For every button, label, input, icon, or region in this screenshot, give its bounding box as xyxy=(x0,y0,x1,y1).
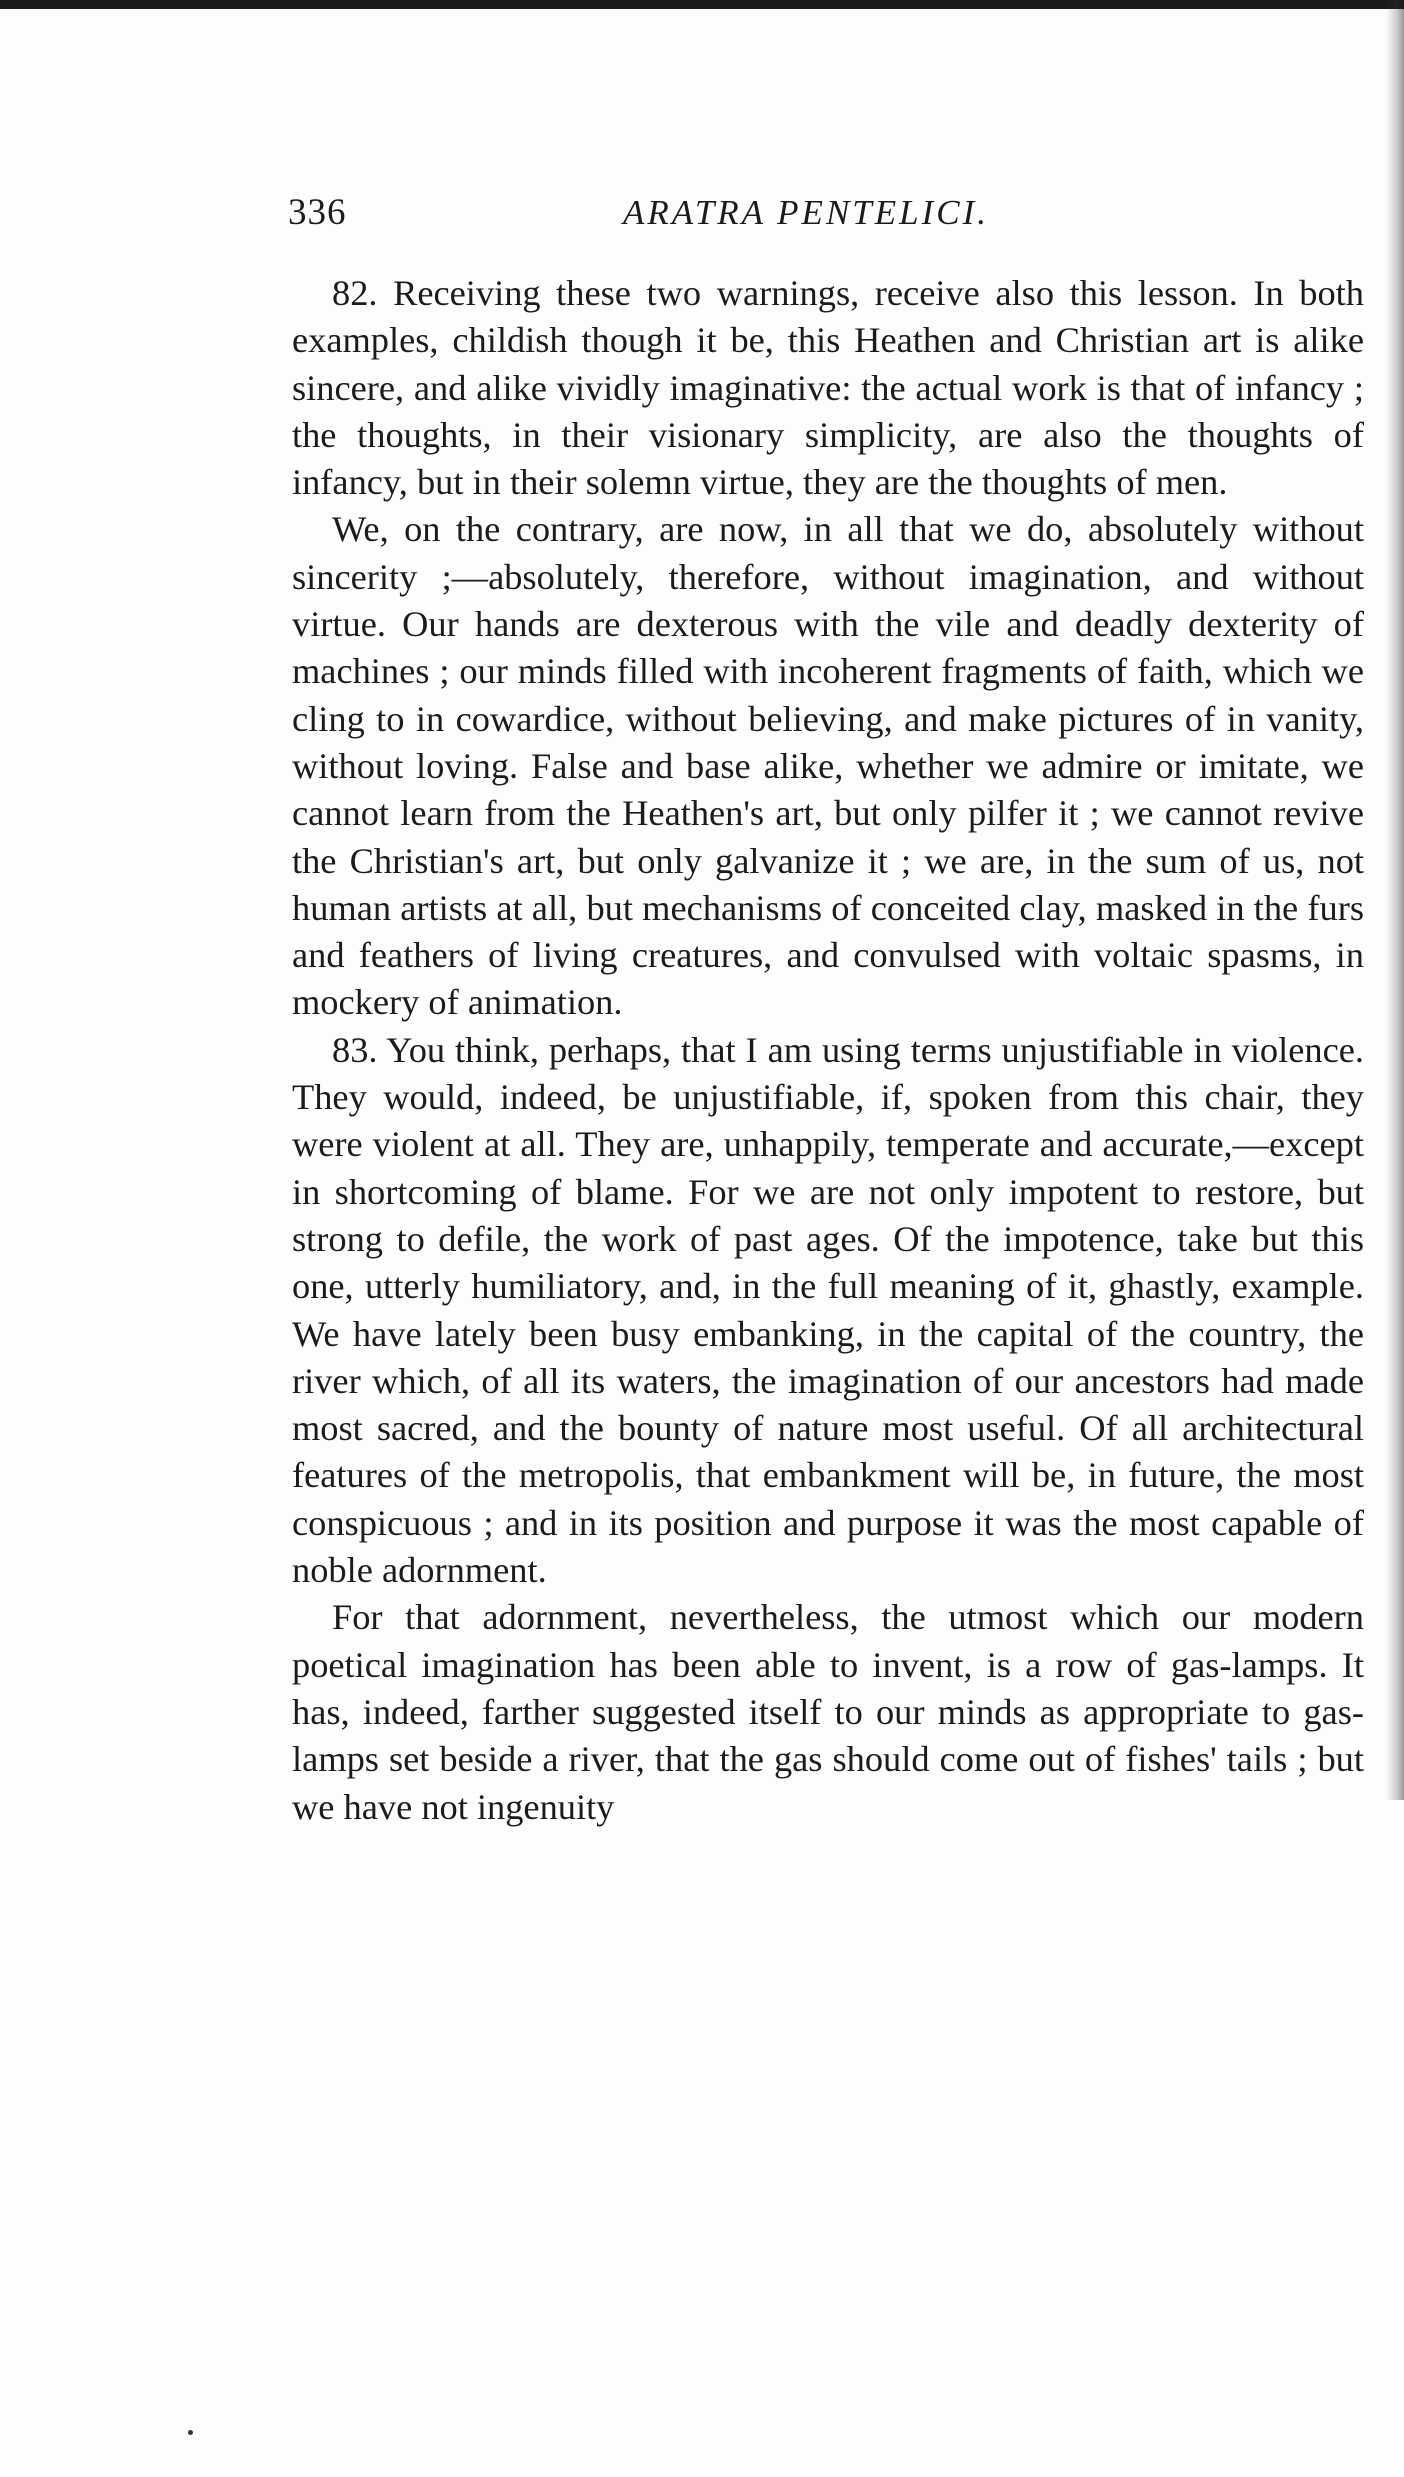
running-title: ARATRA PENTELICI. xyxy=(623,193,989,232)
body-text xyxy=(292,270,1364,1831)
ink-speck xyxy=(188,2430,193,2435)
paragraph-we-on-the-contrary: We, on the contrary, are now, in all that we do, absolutely without sincerity ;—absolutely, therefore, without imagination, and without virtue. Our hands are dexterous with the vile and deadly dexterity of machines ; our minds filled with incoherent fragments of faith, which we cling to in cowardice, without believing, and make pictures of in vanity, without loving. False and base alike, whether we admire or imitate, we cannot learn from the Heathen's art, but only pilfer it ; we cannot revive the Christian's art, but only galvanize it ; we are, in the sum of us, not human artists at all, but mechanisms of conceited clay, masked in the furs and feathers of living creatures, and convulsed with voltaic spasms, in mockery of animation. xyxy=(292,509,1364,1023)
page-top-edge xyxy=(0,0,1404,9)
running-head xyxy=(288,188,1368,238)
page-gutter-shadow xyxy=(1386,0,1404,1800)
paragraph-for-that-adornment: For that adornment, nevertheless, the utmost which our modern poetical imagination has been able to invent, is a row of gas-lamps. It has, indeed, farther suggested itself to our minds as appropriate to gas-lamps set beside a river, that the gas should come out of fishes' tails ; but we have not ingenuity xyxy=(292,1597,1364,1827)
page-number: 336 xyxy=(288,192,347,233)
paragraph-83: 83. You think, perhaps, that I am using terms unjustifiable in violence. They would, indeed, be unjustifiable, if, spoken from this chair, they were violent at all. They are, unhappily, temperate and accurate,—except in shortcoming of blame. For we are not only impotent to restore, but strong to defile, the work of past ages. Of the impotence, take but this one, utterly humiliatory, and, in the full meaning of it, ghastly, example. We have lately been busy embanking, in the capital of the country, the river which, of all its waters, the imagination of our ancestors had made most sacred, and the bounty of nature most useful. Of all architectural features of the metropolis, that embankment will be, in future, the most conspicuous ; and in its position and purpose it was the most capable of noble adornment. xyxy=(292,1029,1364,1591)
paragraph-82: 82. Receiving these two warnings, receive also this lesson. In both examples, childish though it be, this Heathen and Christian art is alike sincere, and alike vividly imaginative: the actual work is that of infancy ; the thoughts, in their visionary simplicity, are also the thoughts of infancy, but in their solemn virtue, they are the thoughts of men. xyxy=(292,273,1364,503)
